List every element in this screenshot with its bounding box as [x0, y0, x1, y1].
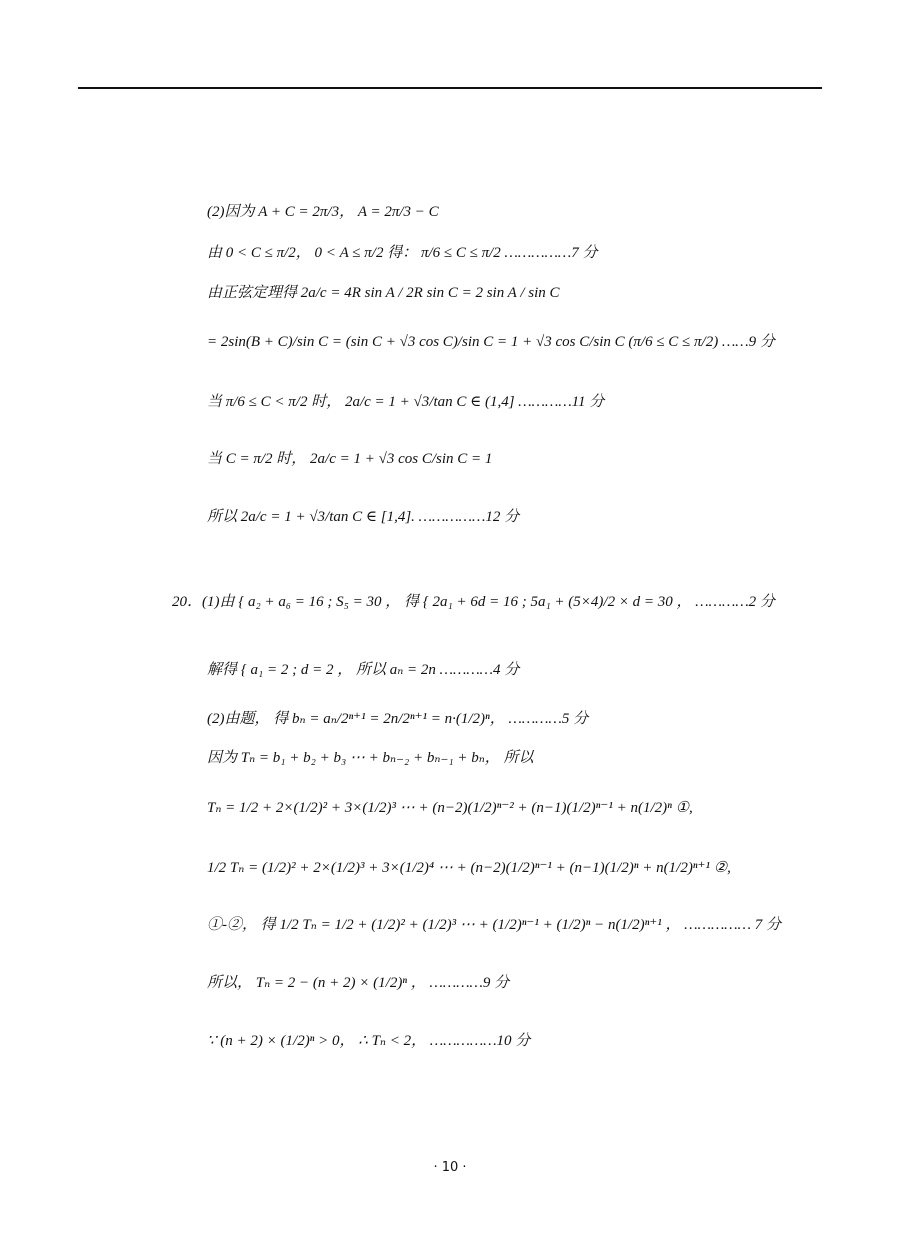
- part2-line-3: 由正弦定理得 2a/c = 4R sin A / 2R sin C = 2 sin A / sin C: [207, 285, 560, 301]
- q20-line-5: Tₙ = 1/2 + 2×(1/2)² + 3×(1/2)³ ⋯ + (n−2)(1/2)ⁿ⁻² + (n−1)(1/2)ⁿ⁻¹ + n(1/2)ⁿ ①,: [207, 800, 693, 816]
- q20-line-6: 1/2 Tₙ = (1/2)² + 2×(1/2)³ + 3×(1/2)⁴ ⋯ + (n−2)(1/2)ⁿ⁻¹ + (n−1)(1/2)ⁿ + n(1/2)ⁿ⁺¹ ②,: [207, 860, 731, 876]
- header-rule: [78, 87, 822, 89]
- q20-line-7: ①-②， 得 1/2 Tₙ = 1/2 + (1/2)² + (1/2)³ ⋯ + (1/2)ⁿ⁻¹ + (1/2)ⁿ − n(1/2)ⁿ⁺¹ ， …………… 7 分: [207, 917, 781, 933]
- part2-line-1: (2)因为 A + C = 2π/3， A = 2π/3 − C: [207, 204, 439, 220]
- q20-line-1: 20．(1)由 { a₂ + a₆ = 16 ; S₅ = 30 ， 得 { 2a₁ + 6d = 16 ; 5a₁ + (5×4)/2 × d = 30 ， …………2 分: [172, 594, 775, 610]
- page-number: · 10 ·: [433, 1160, 467, 1175]
- part2-line-5: 当 π/6 ≤ C < π/2 时， 2a/c = 1 + √3/tan C ∈ (1,4] …………11 分: [207, 394, 605, 410]
- part2-line-7: 所以 2a/c = 1 + √3/tan C ∈ [1,4]. ……………12 分: [207, 509, 520, 525]
- part2-line-2: 由 0 < C ≤ π/2， 0 < A ≤ π/2 得： π/6 ≤ C ≤ π/2 ……………7 分: [207, 245, 598, 261]
- part2-line-4: = 2sin(B + C)/sin C = (sin C + √3 cos C)/sin C = 1 + √3 cos C/sin C (π/6 ≤ C ≤ π/2) ……9 分: [207, 334, 775, 350]
- q20-line-3: (2)由题， 得 bₙ = aₙ/2ⁿ⁺¹ = 2n/2ⁿ⁺¹ = n·(1/2)ⁿ， …………5 分: [207, 711, 589, 727]
- q20-line-9: ∵ (n + 2) × (1/2)ⁿ > 0， ∴ Tₙ < 2， ……………10 分: [207, 1033, 531, 1049]
- q20-line-2: 解得 { a₁ = 2 ; d = 2 ， 所以 aₙ = 2n …………4 分: [207, 662, 520, 678]
- part2-line-6: 当 C = π/2 时， 2a/c = 1 + √3 cos C/sin C = 1: [207, 451, 493, 467]
- q20-line-8: 所以， Tₙ = 2 − (n + 2) × (1/2)ⁿ ， …………9 分: [207, 975, 510, 991]
- q20-line-4: 因为 Tₙ = b₁ + b₂ + b₃ ⋯ + bₙ₋₂ + bₙ₋₁ + bₙ， 所以: [207, 750, 534, 766]
